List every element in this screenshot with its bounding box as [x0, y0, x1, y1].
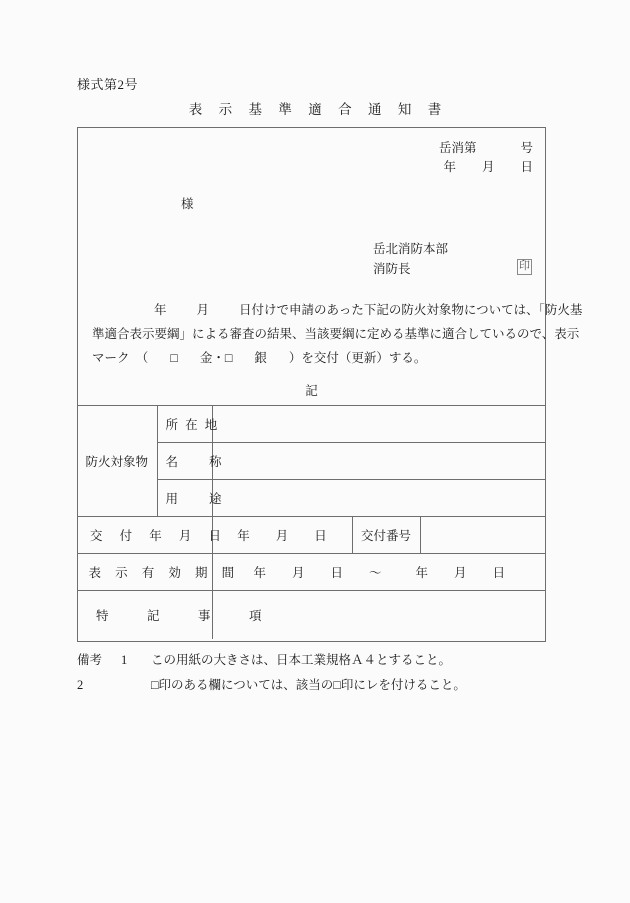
checkbox-silver[interactable]: □ [224, 351, 233, 365]
document-number-line [439, 138, 533, 156]
document-title: 表 示 基 準 適 合 通 知 書 [188, 102, 448, 117]
table-row [77, 554, 546, 591]
body-line-1 [92, 298, 583, 322]
application-month: 月 [196, 303, 210, 317]
object-name-value[interactable] [212, 443, 546, 480]
table-row [77, 517, 546, 554]
document-date-line [443, 157, 533, 175]
application-year: 年 [154, 303, 167, 317]
note-text: この用紙の大きさは、日本工業規格Ａ４とすること。 [151, 653, 452, 667]
issue-number-label: 交付番号 [352, 517, 420, 554]
gold-label: 金・ [199, 351, 225, 365]
date-month: 月 [481, 160, 495, 174]
note-item [77, 648, 466, 673]
body-line-2: 準適合表示要綱」による審査の結果、当該要綱に定める基準に適合しているので、表示 [92, 327, 580, 341]
body-paragraph [92, 298, 583, 370]
note-text: □印のある欄については、該当の□印にレを付けること。 [151, 678, 466, 692]
mark-prefix: マーク （ [92, 351, 149, 365]
issue-date-label: 交 付 年 月 日 [77, 517, 212, 554]
details-table [77, 375, 546, 639]
document-number-suffix: 号 [520, 141, 533, 155]
seal-icon: 印 [517, 259, 532, 275]
issuer-title: 消防長 [373, 262, 411, 276]
mark-suffix: ）を交付（更新）する。 [288, 351, 427, 365]
checkbox-gold[interactable]: □ [170, 351, 178, 365]
remarks-label: 特 記 事 項 [77, 591, 212, 639]
issue-date-value[interactable]: 年 月 日 [212, 517, 352, 554]
note-number: 2 [77, 678, 84, 692]
issuer-organization: 岳北消防本部 [373, 242, 449, 256]
date-day: 日 [520, 160, 533, 174]
document-number-label: 岳消第 [438, 141, 477, 155]
validity-label: 表 示 有 効 期 間 [77, 554, 212, 591]
recipient-honorific: 様 [181, 197, 194, 211]
notes-heading: 備考 [77, 653, 103, 667]
object-label: 防火対象物 [77, 406, 157, 517]
footer-notes [77, 648, 466, 698]
object-use-value[interactable] [212, 480, 546, 517]
notice-frame [77, 127, 583, 642]
body-line-3 [92, 346, 533, 370]
note-item [77, 673, 466, 698]
silver-label: 銀 [254, 351, 267, 365]
date-year: 年 [443, 160, 456, 174]
object-location-label: 所 在 地 [157, 406, 212, 443]
note-number: 1 [121, 653, 128, 667]
object-name-label: 名 称 [157, 443, 212, 480]
object-use-label: 用 途 [157, 480, 212, 517]
form-number: 様式第2号 [77, 77, 139, 92]
ki-heading: 記 [77, 375, 546, 406]
issue-number-value[interactable] [420, 517, 546, 554]
table-row [77, 406, 546, 443]
table-row [77, 591, 546, 639]
ki-heading-row [77, 375, 546, 406]
validity-value[interactable]: 年 月 日 〜 年 月 日 [212, 554, 546, 591]
object-location-value[interactable] [212, 406, 546, 443]
body-line-1-rest: 日付けで申請のあった下記の防火対象物については、「防火基 [239, 303, 583, 317]
